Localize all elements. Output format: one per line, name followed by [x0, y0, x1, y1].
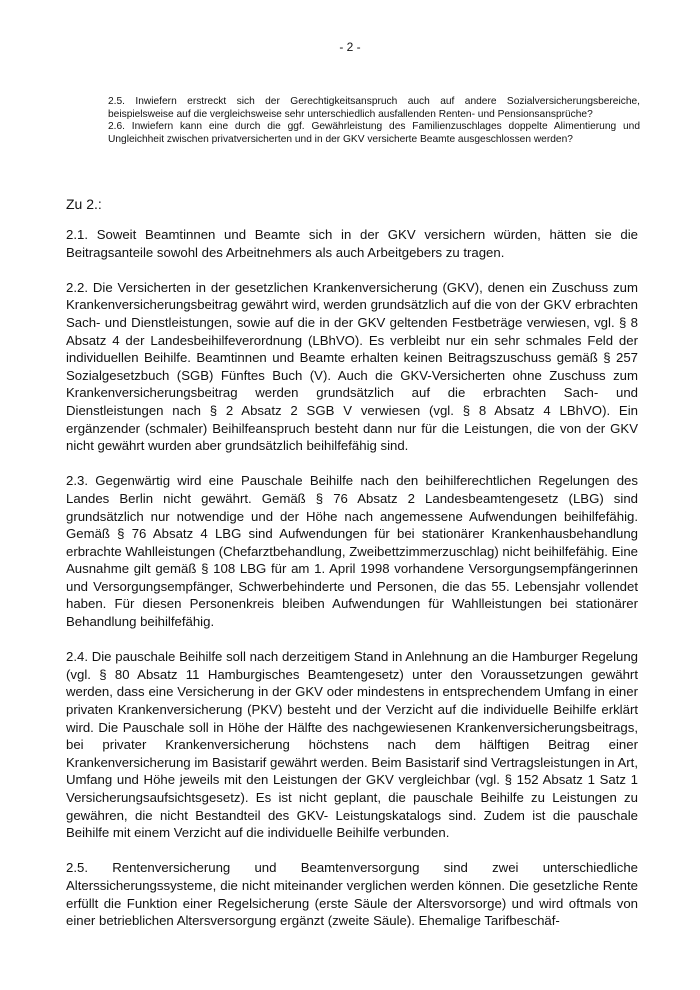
question-block [108, 96, 640, 146]
page-number: - 2 - [339, 40, 361, 54]
answer-2-2: 2.2. Die Versicherten in der gesetzlichen Krankenversicherung (GKV), denen ein Zuschuss zum Krankenversicherungsbeitrag gewährt wird, werden grundsätzlich auf die von der GKV erbrachten Sach- und Dienstleistungen, sowie auf die in der GKV geltenden Festbeträge verwiesen, vgl. § 8 Absatz 4 der Landesbeihilfeverordnung (LBhVO). Es verbleibt nur ein sehr schmales Feld der individuellen Beihilfe. Beamtinnen und Beamte erhalten keinen Beitragszuschuss gemäß § 257 Sozialgesetzbuch (SGB) Fünftes Buch (V). Auch die GKV-Versicherten ohne Zuschuss zum Krankenversicherungsbeitrag werden grundsätzlich auf die erbrachten Sach- und Dienstleistungen nach § 2 Absatz 2 SGB V verwiesen (vgl. § 8 Absatz 4 LBhVO). Ein ergänzender (schmaler) Beihilfeanspruch besteht dann nur für die Leistungen, die von der GKV nicht gewährt wurden aber grundsätzlich beihilfefähig sind. [66, 279, 638, 454]
answer-block [66, 226, 638, 947]
question-2-6: 2.6. Inwiefern kann eine durch die ggf. Gewährleistung des Familienzuschlages doppelte Alimentierung und Ungleichheit zwischen privatversicherten und in der GKV versicherte Beamte ausgeschlossen werden? [108, 121, 640, 145]
answer-2-4: 2.4. Die pauschale Beihilfe soll nach derzeitigem Stand in Anlehnung an die Hamburger Regelung (vgl. § 80 Absatz 11 Hamburgisches Beamtengesetz) unter den Voraussetzungen gewährt werden, dass eine Versicherung in der GKV oder mindestens in entsprechendem Umfang in einer privaten Krankenversicherung (PKV) besteht und der Verzicht auf die individuelle Beihilfe erklärt wird. Die Pauschale soll in Höhe der Hälfte des nachgewiesenen Krankenversicherungsbeitrags, bei privater Krankenversicherung höchstens nach dem hälftigen Beitrag einer Krankenversicherung im Basistarif gewährt werden. Beim Basistarif sind Vertragsleistungen in Art, Umfang und Höhe jeweils mit den Leistungen der GKV vergleichbar (vgl. § 152 Absatz 1 Satz 1 Versicherungsaufsichtsgesetz). Es ist nicht geplant, die pauschale Beihilfe zu Leistungen zu gewähren, die nicht Bestandteil des GKV- Leistungskatalogs sind. Zudem ist die pauschale Beihilfe mit einem Verzicht auf die individuelle Beihilfe verbunden. [66, 649, 638, 841]
question-2-5: 2.5. Inwiefern erstreckt sich der Gerechtigkeitsanspruch auch auf andere Sozialversicherungsbereiche, beispielsweise auf die vergleichsweise sehr unterschiedlich ausfallenden Renten- und Pensionsansprüche? [108, 96, 640, 120]
answer-2-1: 2.1. Soweit Beamtinnen und Beamte sich in der GKV versichern würden, hätten sie die Beitragsanteile sowohl des Arbeitnehmers als auch Arbeitgebers zu tragen. [66, 227, 638, 260]
answer-2-5: 2.5. Rentenversicherung und Beamtenversorgung sind zwei unterschiedliche Alterssicherungssysteme, die nicht miteinander verglichen werden können. Die gesetzliche Rente erfüllt die Funktion einer Regelsicherung (erste Säule der Altersvorsorge) und wird oftmals von einer betrieblichen Altersversorgung ergänzt (zweite Säule). Ehemalige Tarifbeschäf- [66, 860, 638, 929]
answer-heading: Zu 2.: [66, 196, 102, 212]
answer-2-3: 2.3. Gegenwärtig wird eine Pauschale Beihilfe nach den beihilferechtlichen Regelungen des Landes Berlin nicht gewährt. Gemäß § 76 Absatz 2 Landesbeamtengesetz (LBG) sind grundsätzlich nur notwendige und der Höhe nach angemessene Aufwendungen beihilfefähig. Gemäß § 76 Absatz 4 LBG sind Aufwendungen für bei stationärer Krankenhausbehandlung erbrachte Wahlleistungen (Chefarztbehandlung, Zweibettzimmerzuschlag) nicht beihilfefähig. Eine Ausnahme gilt gemäß § 108 LBG für am 1. April 1998 vorhandene Versorgungsempfängerinnen und Versorgungsempfänger, Schwerbehinderte und Personen, die das 55. Lebensjahr vollendet haben. Für diesen Personenkreis bleiben Aufwendungen für Wahlleistungen bei stationärer Behandlung beihilfefähig. [66, 473, 639, 630]
